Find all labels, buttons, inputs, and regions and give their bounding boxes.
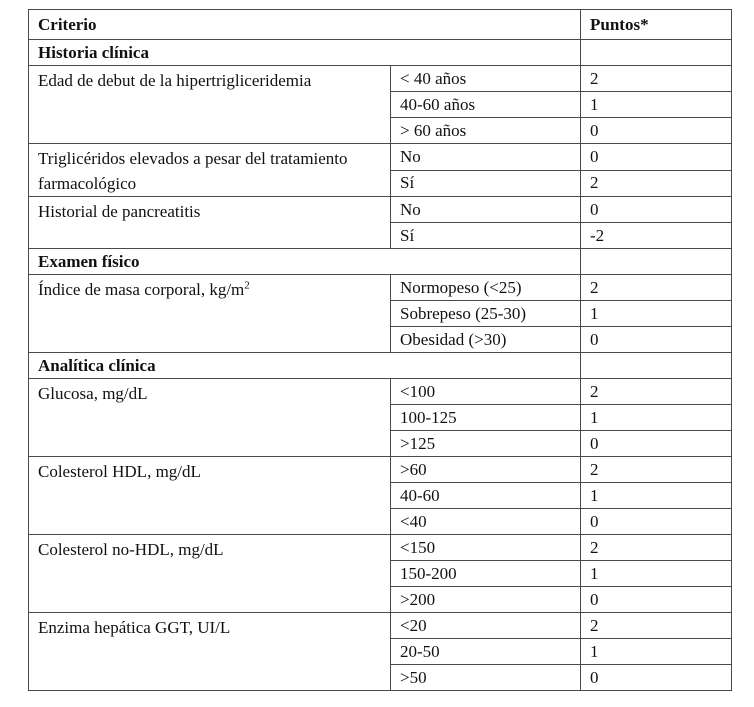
empty-points-cell [581,353,732,379]
points-cell: 0 [581,197,732,223]
points-cell: 0 [581,327,732,353]
option-cell: Obesidad (>30) [391,327,581,353]
table-row [29,613,732,639]
points-cell: 1 [581,639,732,665]
points-cell: 1 [581,405,732,431]
criterion-cell-historial-pancreatitis: Historial de pancreatitis [29,197,391,249]
table-row [29,535,732,561]
table-row [29,457,732,483]
option-cell: Sí [391,223,581,249]
column-header-criterio: Criterio [29,10,581,40]
points-cell: 0 [581,665,732,691]
points-cell: 2 [581,66,732,92]
criterion-cell-colesterol-no-hdl: Colesterol no-HDL, mg/dL [29,535,391,613]
option-cell: >50 [391,665,581,691]
points-cell: 0 [581,118,732,144]
option-cell: > 60 años [391,118,581,144]
section-row-analitica-clinica [29,353,732,379]
section-row-examen-fisico [29,249,732,275]
criterion-cell-edad-debut: Edad de debut de la hipertrigliceridemia [29,66,391,144]
criterion-cell-trigliceridos-elevados: Triglicéridos elevados a pesar del tratamiento farmacológico [29,144,391,197]
section-title: Analítica clínica [29,353,581,379]
criterion-superscript: 2 [244,279,250,292]
section-row-historia-clinica [29,40,732,66]
table-row [29,197,732,223]
table-row [29,66,732,92]
points-cell: 2 [581,613,732,639]
option-cell: 20-50 [391,639,581,665]
points-cell: 1 [581,301,732,327]
points-cell: 2 [581,457,732,483]
points-cell: 0 [581,509,732,535]
points-cell: 2 [581,170,732,197]
option-cell: 40-60 [391,483,581,509]
option-cell: Sí [391,170,581,197]
scoring-table [28,9,732,691]
criterion-cell-colesterol-hdl: Colesterol HDL, mg/dL [29,457,391,535]
option-cell: < 40 años [391,66,581,92]
option-cell: 100-125 [391,405,581,431]
table-row [29,144,732,171]
table-row [29,379,732,405]
criterion-cell-imc [29,275,391,353]
option-cell: 150-200 [391,561,581,587]
empty-points-cell [581,40,732,66]
points-cell: 1 [581,92,732,118]
option-cell: No [391,197,581,223]
option-cell: >200 [391,587,581,613]
table-row [29,275,732,301]
criterion-cell-glucosa: Glucosa, mg/dL [29,379,391,457]
points-cell: -2 [581,223,732,249]
points-cell: 2 [581,379,732,405]
empty-points-cell [581,249,732,275]
criterion-text: Índice de masa corporal, kg/m [38,280,245,299]
option-cell: No [391,144,581,171]
points-cell: 0 [581,144,732,171]
option-cell: >60 [391,457,581,483]
option-cell: <40 [391,509,581,535]
option-cell: <150 [391,535,581,561]
points-cell: 1 [581,483,732,509]
option-cell: <20 [391,613,581,639]
section-title: Examen físico [29,249,581,275]
option-cell: >125 [391,431,581,457]
points-cell: 2 [581,275,732,301]
points-cell: 0 [581,587,732,613]
points-cell: 0 [581,431,732,457]
column-header-puntos: Puntos* [581,10,732,40]
option-cell: 40-60 años [391,92,581,118]
criterion-cell-enzima-ggt: Enzima hepática GGT, UI/L [29,613,391,691]
option-cell: <100 [391,379,581,405]
points-cell: 1 [581,561,732,587]
option-cell: Sobrepeso (25-30) [391,301,581,327]
option-cell: Normopeso (<25) [391,275,581,301]
table-header-row [29,10,732,40]
section-title: Historia clínica [29,40,581,66]
points-cell: 2 [581,535,732,561]
